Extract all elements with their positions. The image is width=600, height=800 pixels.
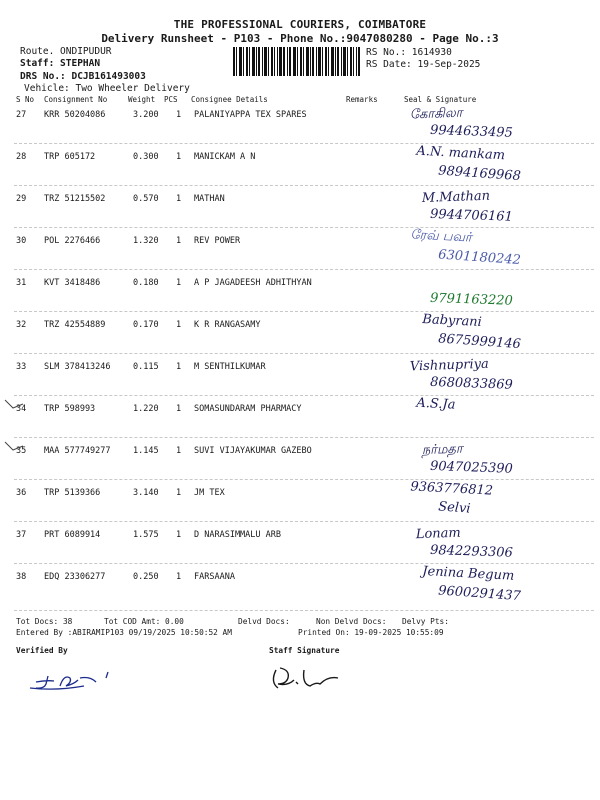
cell-weight: 1.220 (133, 404, 159, 414)
signature-line-1: 9363776812 (409, 479, 494, 499)
cell-consignment-no: POL 2276466 (44, 236, 101, 246)
cell-consignee: SOMASUNDARAM PHARMACY (194, 404, 302, 414)
runsheet-subtitle: Delivery Runsheet - P103 - Phone No.:9047080280 - Page No.:3 (101, 32, 499, 45)
footer-divider (14, 610, 594, 611)
cell-sno: 34 (16, 404, 27, 414)
cell-consignment-no: KRR 50204086 (44, 110, 106, 120)
signature-line-2: 9842293306 (429, 542, 514, 561)
cell-consignee: PALANIYAPPA TEX SPARES (194, 110, 307, 120)
cell-consignee: FARSAANA (194, 572, 235, 582)
signature-line-1: Jenina Begum (421, 563, 515, 584)
entered-by: Entered By :ABIRAMIP103 09/19/2025 10:50:52 AM (16, 628, 232, 637)
signature-handwriting (380, 430, 600, 478)
cell-weight: 0.170 (133, 320, 159, 330)
cell-weight: 3.200 (133, 110, 159, 120)
cell-pcs: 1 (176, 488, 182, 498)
signature-line-2: 9047025390 (429, 458, 514, 477)
signature-handwriting (380, 388, 600, 436)
cell-consignee: MATHAN (194, 194, 225, 204)
cell-consignment-no: SLM 378413246 (44, 362, 111, 372)
verified-by-label: Verified By (16, 646, 68, 655)
cell-consignee: REV POWER (194, 236, 241, 246)
cell-pcs: 1 (176, 572, 182, 582)
route-label: Route. ONDIPUDUR (20, 46, 112, 57)
cell-pcs: 1 (176, 278, 182, 288)
tick-mark (3, 440, 25, 454)
signature-line-1: Babyrani (421, 311, 483, 331)
signature-line-1: Lonam (415, 525, 462, 543)
signature-line-2: 6301180242 (437, 247, 522, 268)
tick-mark (3, 398, 25, 412)
signature-line-2: 9791163220 (429, 290, 514, 309)
signature-line-2: 9944633495 (429, 122, 514, 141)
signature-line-1: கோகிலா (409, 105, 463, 123)
delivery-points: Delvy Pts: (402, 617, 449, 626)
cell-weight: 1.575 (133, 530, 159, 540)
signature-handwriting (380, 178, 600, 226)
cell-pcs: 1 (176, 404, 182, 414)
vehicle-label: Vehicle: Two Wheeler Delivery (24, 83, 190, 94)
cell-weight: 0.570 (133, 194, 159, 204)
cell-consignee: D NARASIMMALU ARB (194, 530, 281, 540)
cell-weight: 3.140 (133, 488, 159, 498)
cell-sno: 35 (16, 446, 27, 456)
barcode (233, 47, 360, 76)
signature-line-1: ரேவ் பவர் (409, 227, 473, 246)
signature-line-1: நர்மதா (421, 441, 463, 459)
non-delivered-docs: Non Delvd Docs: (316, 617, 387, 626)
total-docs: Tot Docs: 38 (16, 617, 73, 626)
cell-sno: 32 (16, 320, 27, 330)
col-weight: Weight (128, 95, 156, 104)
signature-line-1: M.Mathan (421, 188, 491, 207)
cell-sno: 30 (16, 236, 27, 246)
cell-consignment-no: PRT 6089914 (44, 530, 101, 540)
cell-consignment-no: TRP 605172 (44, 152, 96, 162)
cell-consignee: JM TEX (194, 488, 225, 498)
cell-sno: 31 (16, 278, 27, 288)
signature-line-2: 9600291437 (437, 583, 522, 604)
signature-handwriting (380, 220, 600, 268)
col-seal-signature: Seal & Signature (404, 95, 477, 104)
verifier-signature (26, 664, 136, 694)
signature-handwriting (380, 514, 600, 562)
cell-consignment-no: TRP 5139366 (44, 488, 101, 498)
staff-signature-label: Staff Signature (269, 646, 340, 655)
cell-consignment-no: TRP 598993 (44, 404, 96, 414)
cell-consignee: SUVI VIJAYAKUMAR GAZEBO (194, 446, 312, 456)
col-consignee: Consignee Details (191, 95, 268, 104)
cell-weight: 1.320 (133, 236, 159, 246)
cell-consignment-no: MAA 577749277 (44, 446, 111, 456)
signature-line-2: 9944706161 (429, 206, 514, 225)
total-cod-amount: Tot COD Amt: 0.00 (104, 617, 184, 626)
cell-pcs: 1 (176, 362, 182, 372)
cell-sno: 28 (16, 152, 27, 162)
signature-handwriting (380, 304, 600, 352)
cell-consignee: A P JAGADEESH ADHITHYAN (194, 278, 312, 288)
cell-sno: 36 (16, 488, 27, 498)
col-pcs: PCS (164, 95, 178, 104)
staff-signature (266, 662, 366, 696)
cell-weight: 0.180 (133, 278, 159, 288)
cell-consignee: M SENTHILKUMAR (194, 362, 266, 372)
cell-pcs: 1 (176, 194, 182, 204)
cell-weight: 0.115 (133, 362, 159, 372)
cell-pcs: 1 (176, 530, 182, 540)
col-consignment: Consignment No (44, 95, 108, 104)
col-sno: S No (16, 95, 35, 104)
cell-weight: 0.250 (133, 572, 159, 582)
cell-pcs: 1 (176, 446, 182, 456)
cell-sno: 33 (16, 362, 27, 372)
cell-sno: 37 (16, 530, 27, 540)
drs-number: DRS No.: DCJB161493003 (20, 71, 146, 82)
table-row (0, 563, 600, 610)
cell-consignee: MANICKAM A N (194, 152, 256, 162)
cell-sno: 29 (16, 194, 27, 204)
rs-date: RS Date: 19-Sep-2025 (366, 59, 481, 70)
col-remarks: Remarks (346, 95, 378, 104)
cell-weight: 1.145 (133, 446, 159, 456)
signature-line-1: A.S.Ja (415, 395, 456, 413)
printed-on: Printed On: 19-09-2025 10:55:09 (298, 628, 444, 637)
staff-label: Staff: STEPHAN (20, 58, 101, 69)
cell-consignee: K R RANGASAMY (194, 320, 261, 330)
cell-weight: 0.300 (133, 152, 159, 162)
cell-consignment-no: KVT 3418486 (44, 278, 101, 288)
signature-handwriting (380, 136, 600, 184)
cell-pcs: 1 (176, 110, 182, 120)
signature-line-2: 8675999146 (437, 331, 522, 352)
signature-handwriting (380, 262, 600, 310)
signature-line-1: Vishnupriya (409, 356, 489, 375)
company-title: THE PROFESSIONAL COURIERS, COIMBATORE (173, 18, 427, 31)
signature-line-2: Selvi (437, 499, 471, 517)
cell-consignment-no: EDQ 23306277 (44, 572, 106, 582)
signature-line-2: 9894169968 (437, 163, 522, 184)
signature-line-1: A.N. mankam (415, 143, 506, 164)
rs-number: RS No.: 1614930 (366, 47, 452, 58)
signature-handwriting (380, 472, 600, 520)
cell-consignment-no: TRZ 42554889 (44, 320, 106, 330)
signature-line-2: 8680833869 (429, 374, 514, 393)
signature-handwriting (380, 556, 600, 604)
signature-handwriting (380, 94, 600, 142)
cell-sno: 38 (16, 572, 27, 582)
delivered-docs: Delvd Docs: (238, 617, 290, 626)
cell-consignment-no: TRZ 51215502 (44, 194, 106, 204)
cell-sno: 27 (16, 110, 27, 120)
cell-pcs: 1 (176, 320, 182, 330)
signature-handwriting (380, 346, 600, 394)
cell-pcs: 1 (176, 236, 182, 246)
cell-pcs: 1 (176, 152, 182, 162)
